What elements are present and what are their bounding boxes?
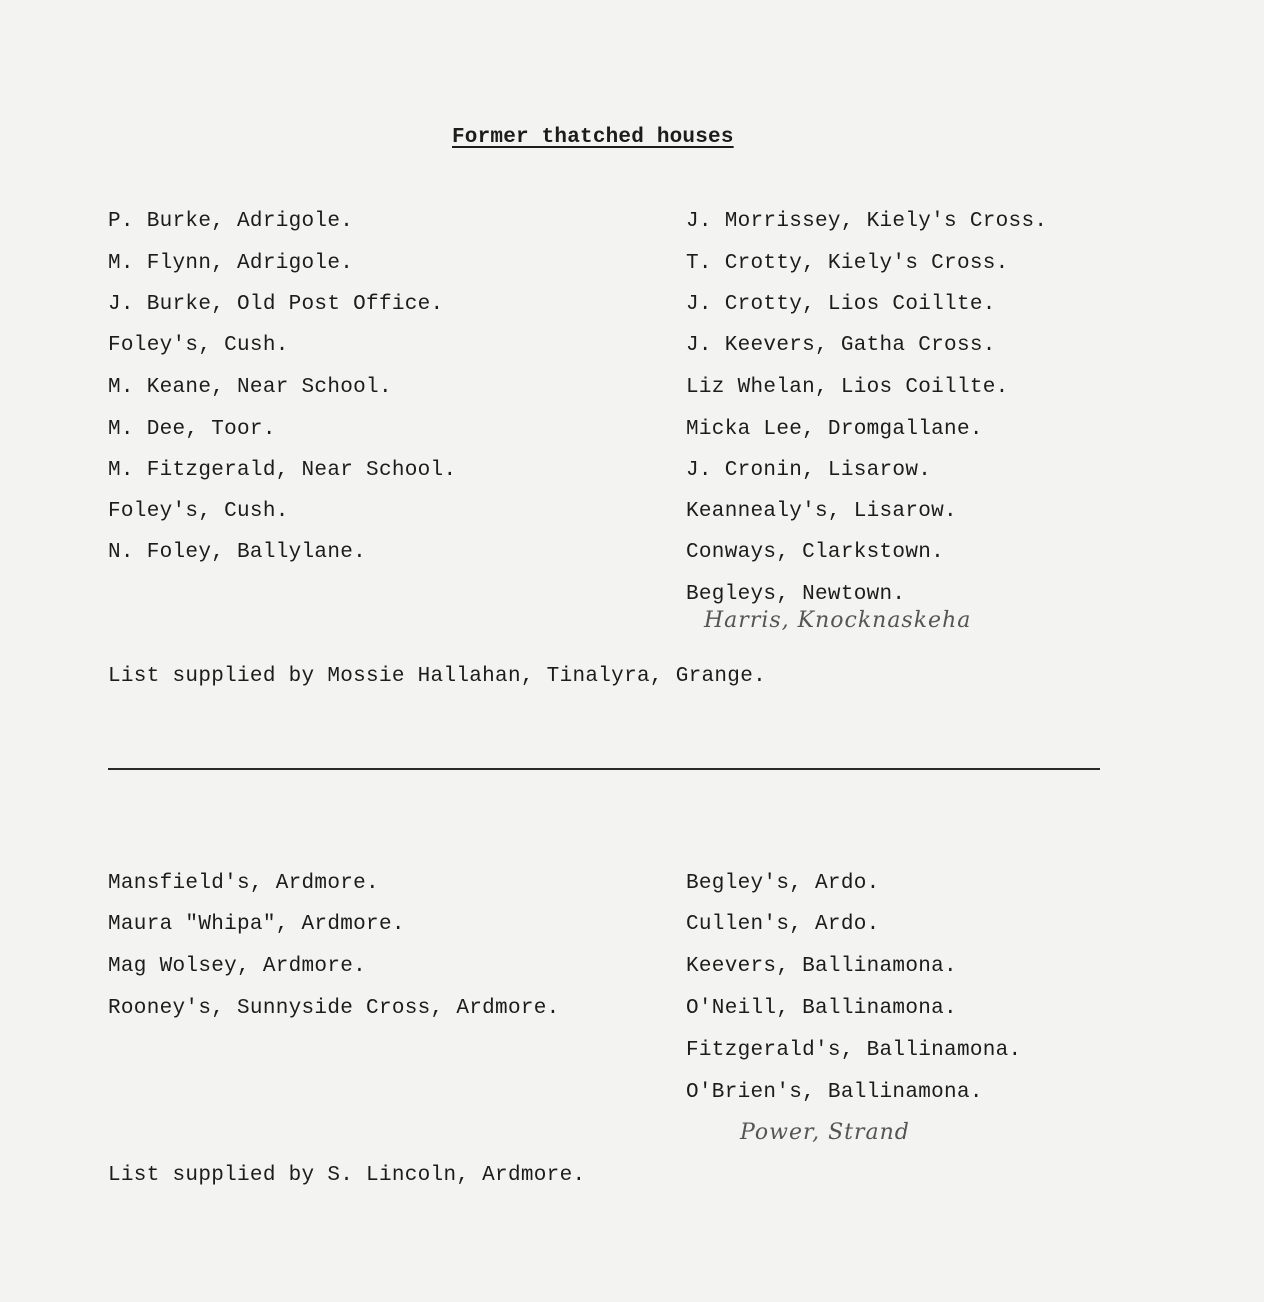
list-item: J. Crotty, Lios Coillte. <box>686 293 996 316</box>
list-item: Foley's, Cush. <box>108 334 289 357</box>
list-item: J. Keevers, Gatha Cross. <box>686 334 996 357</box>
list-item: J. Cronin, Lisarow. <box>686 459 932 482</box>
list-item: Keannealy's, Lisarow. <box>686 500 957 523</box>
handwritten-note: Power, Strand <box>740 1120 910 1145</box>
supplied-by-note: List supplied by S. Lincoln, Ardmore. <box>108 1164 586 1187</box>
list-item: M. Dee, Toor. <box>108 418 276 441</box>
list-item: Mag Wolsey, Ardmore. <box>108 955 367 978</box>
section-divider <box>108 768 1100 770</box>
list-item: Liz Whelan, Lios Coillte. <box>686 376 1009 399</box>
supplied-by-note: List supplied by Mossie Hallahan, Tinalyra, Grange. <box>108 665 767 688</box>
handwritten-note: Harris, Knocknaskeha <box>704 608 972 633</box>
list-item: Begleys, Newtown. <box>686 583 906 606</box>
list-item: Mansfield's, Ardmore. <box>108 872 379 895</box>
list-item: O'Neill, Ballinamona. <box>686 997 957 1020</box>
list-item: M. Fitzgerald, Near School. <box>108 459 457 482</box>
page-title: Former thatched houses <box>452 126 734 149</box>
list-item: Micka Lee, Dromgallane. <box>686 418 983 441</box>
list-item: N. Foley, Ballylane. <box>108 541 367 564</box>
list-item: Conways, Clarkstown. <box>686 541 945 564</box>
list-item: M. Keane, Near School. <box>108 376 392 399</box>
list-item: Rooney's, Sunnyside Cross, Ardmore. <box>108 997 560 1020</box>
list-item: Keevers, Ballinamona. <box>686 955 957 978</box>
list-item: Cullen's, Ardo. <box>686 913 880 936</box>
list-item: O'Brien's, Ballinamona. <box>686 1081 983 1104</box>
list-item: Maura "Whipa", Ardmore. <box>108 913 405 936</box>
list-item: Fitzgerald's, Ballinamona. <box>686 1039 1022 1062</box>
list-item: Begley's, Ardo. <box>686 872 880 895</box>
list-item: Foley's, Cush. <box>108 500 289 523</box>
list-item: J. Morrissey, Kiely's Cross. <box>686 210 1048 233</box>
list-item: P. Burke, Adrigole. <box>108 210 354 233</box>
list-item: J. Burke, Old Post Office. <box>108 293 444 316</box>
list-item: M. Flynn, Adrigole. <box>108 252 354 275</box>
list-item: T. Crotty, Kiely's Cross. <box>686 252 1009 275</box>
